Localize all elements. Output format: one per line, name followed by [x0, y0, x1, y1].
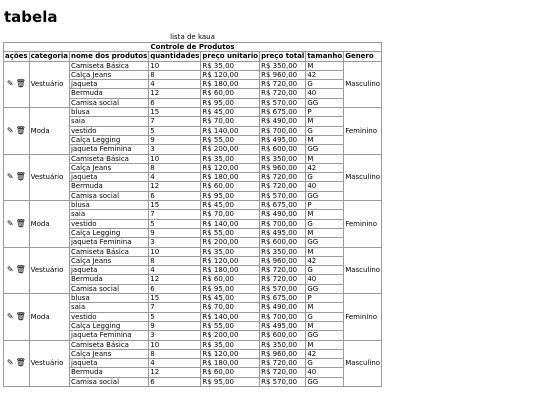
product-name-cell: Calça Jeans — [69, 256, 148, 265]
total-price-cell: R$ 700,00 — [260, 126, 306, 135]
total-price-cell: R$ 600,00 — [260, 145, 306, 154]
unit-price-cell: R$ 55,00 — [201, 321, 260, 330]
product-name-cell: Camisa social — [69, 191, 148, 200]
total-price-cell: R$ 570,00 — [260, 284, 306, 293]
total-price-cell: R$ 720,00 — [260, 182, 306, 191]
quantity-cell: 8 — [149, 349, 201, 358]
actions-cell — [4, 201, 30, 247]
size-cell: 40 — [306, 275, 344, 284]
table-title: Controle de Produtos — [4, 43, 382, 52]
col-header-nome: nome dos produtos — [70, 52, 148, 61]
product-name-cell: Camisa social — [69, 377, 148, 386]
size-cell: GG — [306, 377, 344, 386]
size-cell: G — [306, 266, 344, 275]
actions-cell — [4, 154, 30, 200]
unit-price-cell: R$ 95,00 — [201, 284, 260, 293]
size-cell: G — [306, 219, 344, 228]
total-price-cell: R$ 675,00 — [260, 201, 306, 210]
edit-icon[interactable]: ✎ — [6, 265, 14, 275]
actions-cell — [4, 247, 30, 293]
unit-price-cell: R$ 35,00 — [201, 247, 260, 256]
size-cell: G — [306, 312, 344, 321]
total-price-cell: R$ 720,00 — [260, 266, 306, 275]
gender-cell: Masculino — [344, 61, 382, 107]
unit-price-cell: R$ 200,00 — [201, 145, 260, 154]
total-price-cell: R$ 960,00 — [260, 256, 306, 265]
unit-price-cell: R$ 60,00 — [201, 182, 260, 191]
size-cell: G — [306, 173, 344, 182]
unit-price-cell: R$ 120,00 — [201, 349, 260, 358]
product-name-cell: vestido — [69, 126, 148, 135]
product-name-cell: jaqueta Feminina — [69, 331, 148, 340]
size-cell: P — [306, 201, 344, 210]
products-table — [3, 33, 382, 387]
quantity-cell: 7 — [149, 303, 201, 312]
quantity-cell: 10 — [149, 340, 201, 349]
unit-price-cell: R$ 200,00 — [201, 331, 260, 340]
product-name-cell: Calça Jeans — [69, 70, 148, 79]
trash-icon[interactable]: 🗑 — [15, 172, 26, 182]
table-row — [4, 201, 382, 210]
size-cell: M — [306, 340, 344, 349]
gender-cell: Feminino — [344, 108, 382, 154]
quantity-cell: 9 — [149, 135, 201, 144]
product-name-cell: Camiseta Básica — [69, 154, 148, 163]
unit-price-cell: R$ 60,00 — [201, 275, 260, 284]
unit-price-cell: R$ 95,00 — [201, 377, 260, 386]
actions-cell — [4, 294, 30, 340]
col-header-quantidades: quantidades — [150, 52, 200, 61]
category-cell: Moda — [29, 294, 69, 340]
product-name-cell: blusa — [69, 108, 148, 117]
table-row — [4, 340, 382, 349]
total-price-cell: R$ 720,00 — [260, 173, 306, 182]
unit-price-cell: R$ 35,00 — [201, 61, 260, 70]
quantity-cell: 15 — [149, 294, 201, 303]
trash-icon[interactable]: 🗑 — [15, 79, 26, 89]
size-cell: M — [306, 228, 344, 237]
category-cell: Moda — [29, 108, 69, 154]
page-title: tabela — [4, 8, 58, 26]
edit-icon[interactable]: ✎ — [6, 358, 14, 368]
col-header-categoria: categoria — [30, 52, 68, 61]
quantity-cell: 6 — [149, 284, 201, 293]
size-cell: GG — [306, 145, 344, 154]
product-name-cell: blusa — [69, 201, 148, 210]
total-price-cell: R$ 350,00 — [260, 247, 306, 256]
unit-price-cell: R$ 95,00 — [201, 191, 260, 200]
quantity-cell: 12 — [149, 368, 201, 377]
actions-cell — [4, 108, 30, 154]
trash-icon[interactable]: 🗑 — [15, 218, 26, 228]
product-name-cell: jaqueta Feminina — [69, 145, 148, 154]
total-price-cell: R$ 350,00 — [260, 340, 306, 349]
size-cell: M — [306, 303, 344, 312]
quantity-cell: 4 — [149, 359, 201, 368]
quantity-cell: 8 — [149, 163, 201, 172]
unit-price-cell: R$ 180,00 — [201, 80, 260, 89]
product-name-cell: jaqueta — [69, 173, 148, 182]
product-name-cell: saia — [69, 210, 148, 219]
unit-price-cell: R$ 55,00 — [201, 135, 260, 144]
size-cell: GG — [306, 98, 344, 107]
unit-price-cell: R$ 95,00 — [201, 98, 260, 107]
size-cell: 42 — [306, 349, 344, 358]
total-price-cell: R$ 490,00 — [260, 117, 306, 126]
edit-icon[interactable]: ✎ — [6, 79, 14, 89]
total-price-cell: R$ 570,00 — [260, 377, 306, 386]
edit-icon[interactable]: ✎ — [6, 218, 14, 228]
quantity-cell: 12 — [149, 182, 201, 191]
unit-price-cell: R$ 35,00 — [201, 154, 260, 163]
quantity-cell: 3 — [149, 145, 201, 154]
total-price-cell: R$ 495,00 — [260, 135, 306, 144]
unit-price-cell: R$ 140,00 — [201, 219, 260, 228]
size-cell: GG — [306, 331, 344, 340]
total-price-cell: R$ 570,00 — [260, 191, 306, 200]
size-cell: GG — [306, 238, 344, 247]
size-cell: M — [306, 61, 344, 70]
product-name-cell: jaqueta — [69, 359, 148, 368]
unit-price-cell: R$ 45,00 — [201, 294, 260, 303]
total-price-cell: R$ 700,00 — [260, 312, 306, 321]
edit-icon[interactable]: ✎ — [6, 125, 14, 135]
table-header-row — [4, 52, 382, 61]
product-name-cell: Bermuda — [69, 182, 148, 191]
product-name-cell: Camisa social — [69, 284, 148, 293]
total-price-cell: R$ 960,00 — [260, 349, 306, 358]
col-header-tamanho: tamanho — [307, 52, 343, 61]
size-cell: M — [306, 135, 344, 144]
product-name-cell: saia — [69, 117, 148, 126]
unit-price-cell: R$ 35,00 — [201, 340, 260, 349]
unit-price-cell: R$ 70,00 — [201, 210, 260, 219]
total-price-cell: R$ 495,00 — [260, 228, 306, 237]
product-name-cell: Camisa social — [69, 98, 148, 107]
size-cell: GG — [306, 191, 344, 200]
product-name-cell: Camiseta Básica — [69, 61, 148, 70]
quantity-cell: 5 — [149, 126, 201, 135]
product-name-cell: Camiseta Básica — [69, 340, 148, 349]
quantity-cell: 10 — [149, 61, 201, 70]
product-name-cell: Calça Jeans — [69, 163, 148, 172]
category-cell: Vestuário — [29, 340, 69, 386]
size-cell: M — [306, 247, 344, 256]
size-cell: 40 — [306, 89, 344, 98]
quantity-cell: 15 — [149, 108, 201, 117]
total-price-cell: R$ 490,00 — [260, 210, 306, 219]
total-price-cell: R$ 495,00 — [260, 321, 306, 330]
total-price-cell: R$ 960,00 — [260, 163, 306, 172]
quantity-cell: 12 — [149, 275, 201, 284]
category-cell: Vestuário — [29, 61, 69, 107]
unit-price-cell: R$ 60,00 — [201, 368, 260, 377]
product-name-cell: Calça Legging — [69, 321, 148, 330]
quantity-cell: 6 — [149, 377, 201, 386]
col-header-genero: Genero — [344, 52, 382, 61]
total-price-cell: R$ 720,00 — [260, 368, 306, 377]
quantity-cell: 12 — [149, 89, 201, 98]
gender-cell: Masculino — [344, 340, 382, 386]
size-cell: G — [306, 126, 344, 135]
quantity-cell: 9 — [149, 228, 201, 237]
size-cell: P — [306, 294, 344, 303]
product-name-cell: vestido — [69, 312, 148, 321]
product-name-cell: vestido — [69, 219, 148, 228]
product-name-cell: Bermuda — [69, 89, 148, 98]
gender-cell: Feminino — [344, 294, 382, 340]
col-header-preco-total: preço total — [261, 52, 305, 61]
quantity-cell: 7 — [149, 117, 201, 126]
total-price-cell: R$ 720,00 — [260, 89, 306, 98]
quantity-cell: 8 — [149, 256, 201, 265]
actions-cell — [4, 340, 30, 386]
product-name-cell: Bermuda — [69, 275, 148, 284]
product-name-cell: jaqueta Feminina — [69, 238, 148, 247]
total-price-cell: R$ 700,00 — [260, 219, 306, 228]
edit-icon[interactable]: ✎ — [6, 311, 14, 321]
product-name-cell: Calça Jeans — [69, 349, 148, 358]
table-row — [4, 154, 382, 163]
gender-cell: Masculino — [344, 247, 382, 293]
trash-icon[interactable]: 🗑 — [15, 311, 26, 321]
size-cell: 40 — [306, 368, 344, 377]
trash-icon[interactable]: 🗑 — [15, 125, 26, 135]
col-header-acoes: ações — [5, 52, 28, 61]
size-cell: 42 — [306, 256, 344, 265]
total-price-cell: R$ 720,00 — [260, 359, 306, 368]
unit-price-cell: R$ 140,00 — [201, 312, 260, 321]
product-name-cell: jaqueta — [69, 80, 148, 89]
quantity-cell: 4 — [149, 173, 201, 182]
actions-cell — [4, 61, 30, 107]
product-name-cell: saia — [69, 303, 148, 312]
product-name-cell: jaqueta — [69, 266, 148, 275]
total-price-cell: R$ 720,00 — [260, 275, 306, 284]
total-price-cell: R$ 600,00 — [260, 238, 306, 247]
product-name-cell: Camiseta Básica — [69, 247, 148, 256]
quantity-cell: 8 — [149, 70, 201, 79]
unit-price-cell: R$ 180,00 — [201, 266, 260, 275]
unit-price-cell: R$ 200,00 — [201, 238, 260, 247]
total-price-cell: R$ 720,00 — [260, 80, 306, 89]
unit-price-cell: R$ 45,00 — [201, 201, 260, 210]
total-price-cell: R$ 675,00 — [260, 108, 306, 117]
size-cell: P — [306, 108, 344, 117]
quantity-cell: 5 — [149, 312, 201, 321]
size-cell: 42 — [306, 70, 344, 79]
size-cell: G — [306, 359, 344, 368]
size-cell: GG — [306, 284, 344, 293]
category-cell: Moda — [29, 201, 69, 247]
product-name-cell: Calça Legging — [69, 228, 148, 237]
unit-price-cell: R$ 55,00 — [201, 228, 260, 237]
size-cell: M — [306, 210, 344, 219]
quantity-cell: 15 — [149, 201, 201, 210]
quantity-cell: 3 — [149, 331, 201, 340]
unit-price-cell: R$ 180,00 — [201, 359, 260, 368]
unit-price-cell: R$ 70,00 — [201, 303, 260, 312]
table-caption: lista de kaua — [170, 33, 215, 41]
quantity-cell: 3 — [149, 238, 201, 247]
table-title-row — [4, 43, 382, 52]
product-name-cell: blusa — [69, 294, 148, 303]
col-header-preco-unitario: preço unitario — [202, 52, 259, 61]
quantity-cell: 10 — [149, 247, 201, 256]
unit-price-cell: R$ 180,00 — [201, 173, 260, 182]
table-row — [4, 61, 382, 70]
unit-price-cell: R$ 140,00 — [201, 126, 260, 135]
total-price-cell: R$ 960,00 — [260, 70, 306, 79]
edit-icon[interactable]: ✎ — [6, 172, 14, 182]
size-cell: M — [306, 321, 344, 330]
gender-cell: Feminino — [344, 201, 382, 247]
quantity-cell: 9 — [149, 321, 201, 330]
size-cell: 42 — [306, 163, 344, 172]
total-price-cell: R$ 350,00 — [260, 61, 306, 70]
quantity-cell: 6 — [149, 191, 201, 200]
total-price-cell: R$ 490,00 — [260, 303, 306, 312]
unit-price-cell: R$ 120,00 — [201, 70, 260, 79]
table-row — [4, 247, 382, 256]
gender-cell: Masculino — [344, 154, 382, 200]
total-price-cell: R$ 350,00 — [260, 154, 306, 163]
total-price-cell: R$ 570,00 — [260, 98, 306, 107]
size-cell: M — [306, 117, 344, 126]
total-price-cell: R$ 675,00 — [260, 294, 306, 303]
category-cell: Vestuário — [29, 154, 69, 200]
unit-price-cell: R$ 60,00 — [201, 89, 260, 98]
total-price-cell: R$ 600,00 — [260, 331, 306, 340]
quantity-cell: 4 — [149, 80, 201, 89]
size-cell: M — [306, 154, 344, 163]
quantity-cell: 4 — [149, 266, 201, 275]
size-cell: 40 — [306, 182, 344, 191]
quantity-cell: 5 — [149, 219, 201, 228]
unit-price-cell: R$ 120,00 — [201, 163, 260, 172]
quantity-cell: 10 — [149, 154, 201, 163]
quantity-cell: 7 — [149, 210, 201, 219]
category-cell: Vestuário — [29, 247, 69, 293]
quantity-cell: 6 — [149, 98, 201, 107]
product-name-cell: Bermuda — [69, 368, 148, 377]
unit-price-cell: R$ 70,00 — [201, 117, 260, 126]
trash-icon[interactable]: 🗑 — [15, 358, 26, 368]
unit-price-cell: R$ 45,00 — [201, 108, 260, 117]
unit-price-cell: R$ 120,00 — [201, 256, 260, 265]
product-name-cell: Calça Legging — [69, 135, 148, 144]
trash-icon[interactable]: 🗑 — [15, 265, 26, 275]
size-cell: G — [306, 80, 344, 89]
table-row — [4, 108, 382, 117]
table-row — [4, 294, 382, 303]
